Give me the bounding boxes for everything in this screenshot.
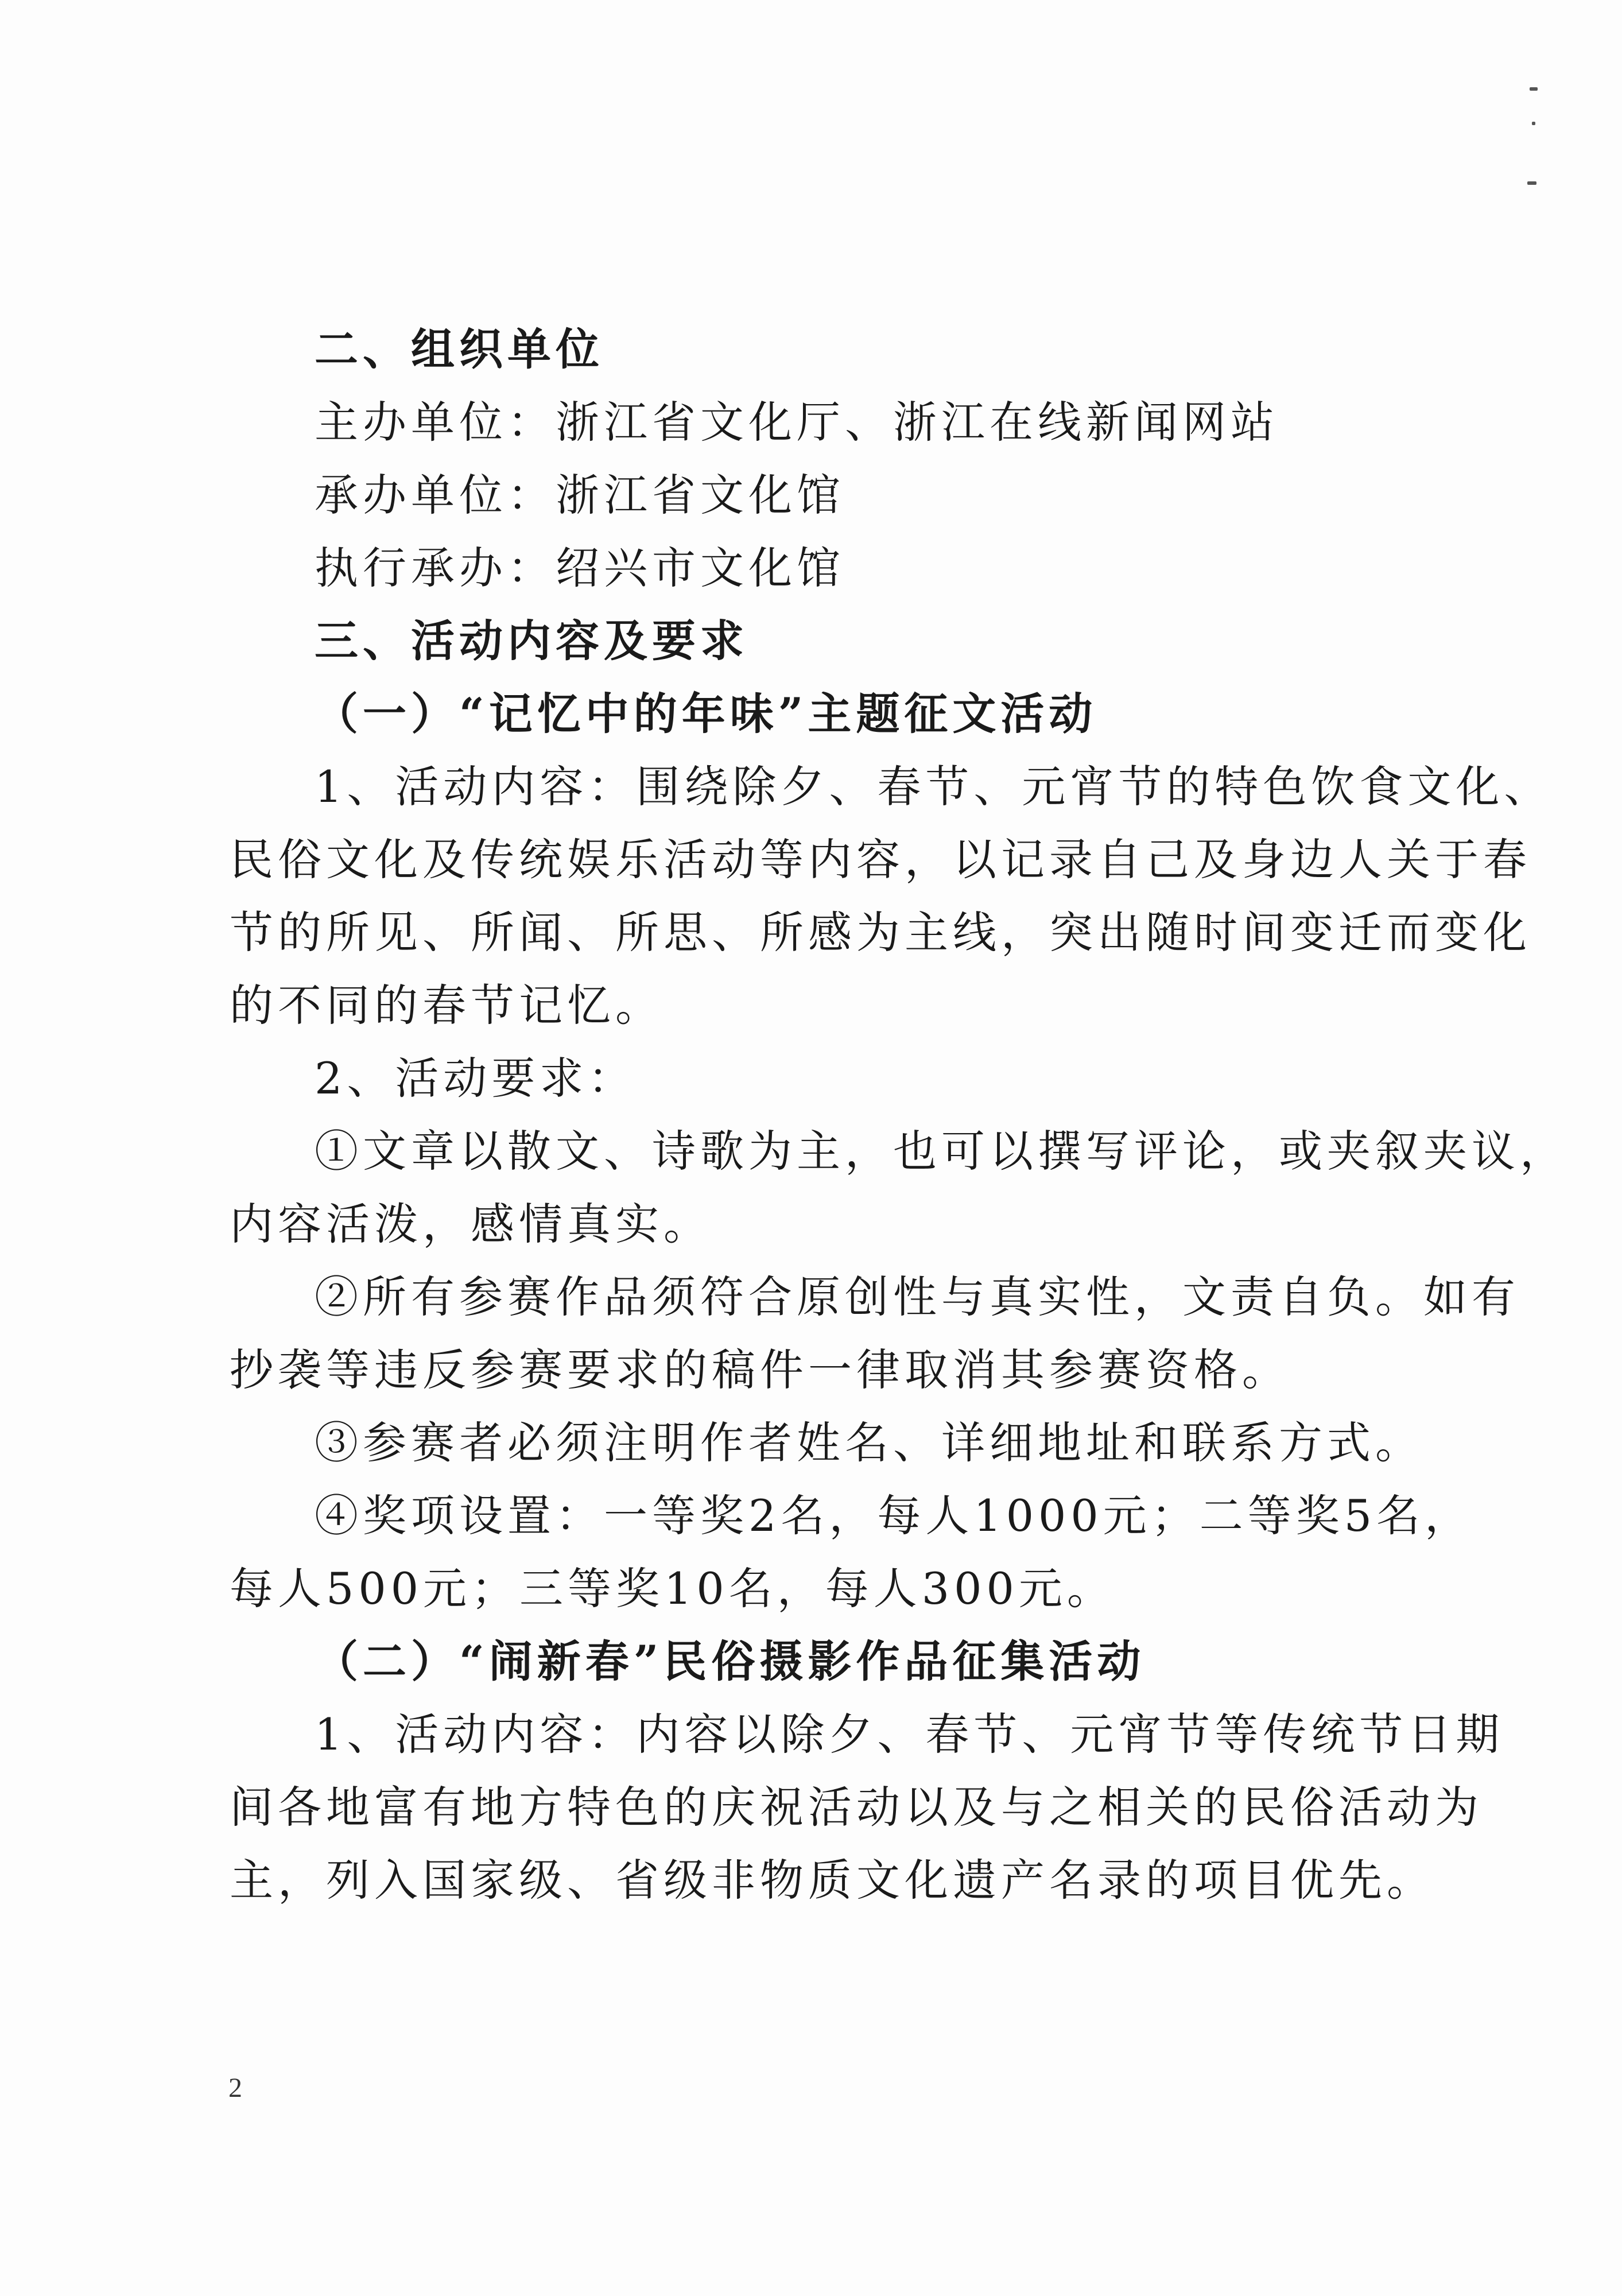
scan-dot-mark — [1530, 87, 1538, 91]
paragraph-line: 抄袭等违反参赛要求的稿件一律取消其参赛资格。 — [230, 1344, 1290, 1395]
paragraph-line: 间各地富有地方特色的庆祝活动以及与之相关的民俗活动为 — [230, 1782, 1483, 1833]
scan-dot-mark — [1532, 122, 1535, 125]
paragraph-line: ③参赛者必须注明作者姓名、详细地址和联系方式。 — [315, 1417, 1423, 1468]
document-body — [230, 313, 1568, 1917]
paragraph-line: ④奖项设置：一等奖2名，每人1000元；二等奖5名， — [315, 1490, 1473, 1541]
page-number: 2 — [228, 2073, 242, 2103]
paragraph-line: ①文章以散文、诗歌为主，也可以撰写评论，或夹叙夹议， — [315, 1126, 1568, 1177]
paragraph-line: 每人500元；三等奖10名，每人300元。 — [230, 1563, 1115, 1614]
section-heading-content: 三、活动内容及要求 — [315, 615, 748, 666]
paragraph-line: 1、活动内容：围绕除夕、春节、元宵节的特色饮食文化、 — [315, 761, 1553, 812]
section-heading-organizers: 二、组织单位 — [315, 324, 604, 375]
subsection-heading-photography: （二）“闹新春”民俗摄影作品征集活动 — [315, 1636, 1146, 1687]
organizer-undertaker-line: 承办单位：浙江省文化馆 — [315, 470, 845, 521]
organizer-executor-line: 执行承办：绍兴市文化馆 — [315, 542, 845, 594]
paragraph-line: 主，列入国家级、省级非物质文化遗产名录的项目优先。 — [230, 1855, 1435, 1906]
paragraph-line: 2、活动要求： — [315, 1053, 637, 1104]
paragraph-line: 的不同的春节记忆。 — [230, 980, 663, 1031]
organizer-host-line: 主办单位：浙江省文化厅、浙江在线新闻网站 — [315, 397, 1279, 448]
paragraph-line: ②所有参赛作品须符合原创性与真实性，文责自负。如有 — [315, 1271, 1520, 1322]
subsection-heading-essay: （一）“记忆中的年味”主题征文活动 — [315, 688, 1097, 739]
paragraph-line: 民俗文化及传统娱乐活动等内容，以记录自己及身边人关于春 — [230, 834, 1531, 885]
paragraph-line: 内容活泼，感情真实。 — [230, 1199, 712, 1250]
scan-dot-mark — [1527, 181, 1536, 185]
paragraph-line: 1、活动内容：内容以除夕、春节、元宵节等传统节日期 — [315, 1709, 1504, 1760]
paragraph-line: 节的所见、所闻、所思、所感为主线，突出随时间变迁而变化 — [230, 907, 1531, 958]
